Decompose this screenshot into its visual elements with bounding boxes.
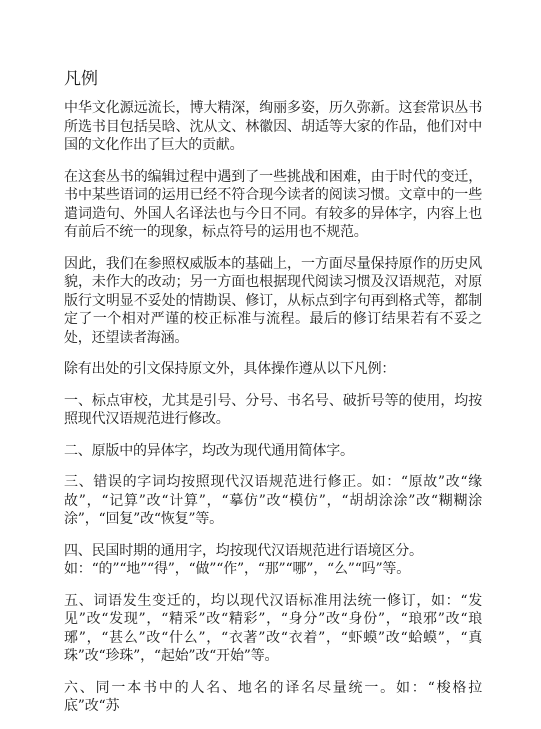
page-title: 凡例 [64, 69, 98, 89]
challenges-paragraph: 在这套丛书的编辑过程中遇到了一些挑战和困难，由于时代的变迁，书中某些语词的运用已经不符合现今读者的阅读习惯。文章中的一些遣词造句、外国人名译法也与今日不同。有较多的异体字，内容上也有前后不统一的现象，标点符号的运用也不规范。 [64, 168, 482, 240]
rule-3-wrong-characters: 三、错误的字词均按照现代汉语规范进行修正。如：“原故”改“缘故”，“记算”改“计算”，“摹仿”改“模仿”，“胡胡涂涂”改“糊糊涂涂”，“回复”改“恢复”等。 [64, 474, 482, 527]
approach-paragraph: 因此，我们在参照权威版本的基础上，一方面尽量保持原作的历史风貌，未作大的改动；另一方面也根据现代阅读习惯及汉语规范，对原版行文明显不妥处的情勘误、修订，从标点到字句再到格式等，都制定了一个相对严谨的校正标准与流程。最后的修订结果若有不妥之处，还望读者海涵。 [64, 255, 482, 346]
rule-2-variant-characters: 二、原版中的异体字，均改为现代通用简体字。 [64, 442, 354, 459]
rule-4-republican-era-characters: 四、民国时期的通用字，均按现代汉语规范进行语境区分。 如：“的”“地”“得”，“做”“作”，“那”“哪”，“么”“吗”等。 [64, 542, 423, 577]
document-body [64, 99, 482, 729]
rule-6-translated-names: 六、同一本书中的人名、地名的译名尽量统一。如：“梭格拉底”改“苏 [64, 679, 482, 714]
intro-paragraph: 中华文化源远流长，博大精深，绚丽多姿，历久弥新。这套常识丛书所选书目包括吴晗、沈从文、林徽因、胡适等大家的作品，他们对中国的文化作出了巨大的贡献。 [64, 100, 482, 153]
rule-5-word-changes: 五、词语发生变迁的，均以现代汉语标准用法统一修订，如：“发见”改“发现”，“精采”改“精彩”，“身分”改“身份”，“琅邪”改“琅琊”，“甚么”改“什么”，“衣著”改“衣着”，“虾蟆”改“蛤蟆”，“真珠”改“珍珠”，“起始”改“开始”等。 [64, 592, 482, 664]
rule-1-punctuation: 一、标点审校，尤其是引号、分号、书名号、破折号等的使用，均按照现代汉语规范进行修改。 [64, 392, 482, 427]
rules-intro-paragraph: 除有出处的引文保持原文外，具体操作遵从以下凡例： [64, 361, 396, 377]
